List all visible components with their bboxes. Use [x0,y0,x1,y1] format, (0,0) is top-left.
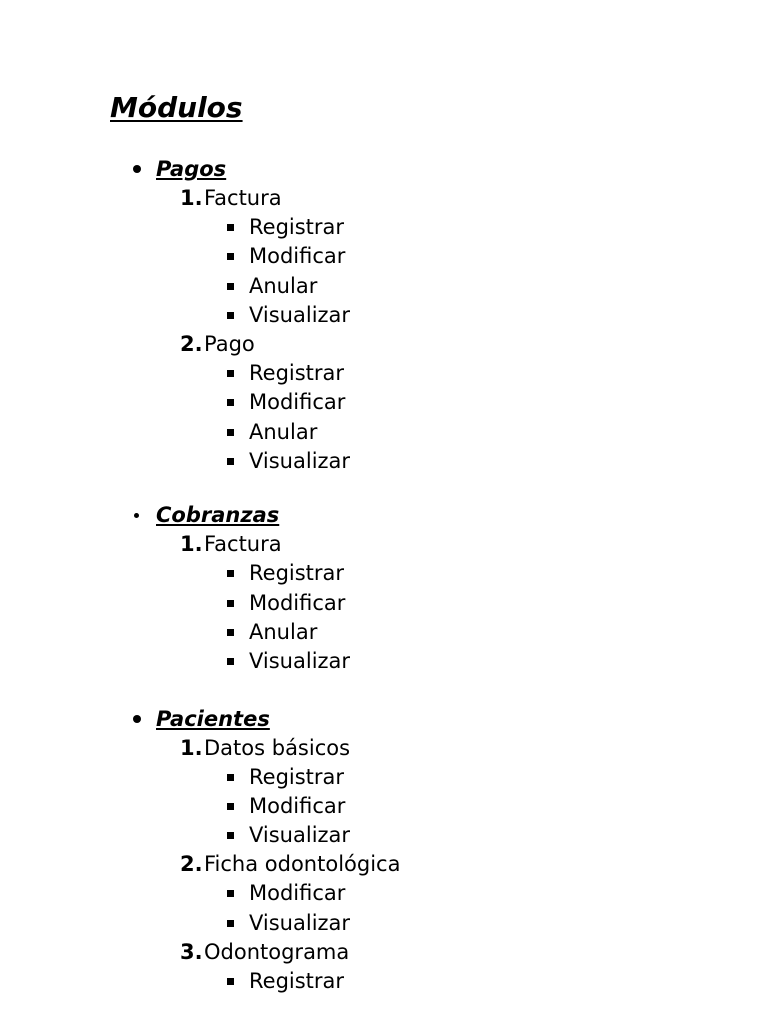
square-bullet-icon [227,224,234,231]
section-label: Odontograma [204,940,350,965]
section-item [0,530,768,676]
action-item [0,792,768,821]
action-label: Registrar [249,361,345,386]
action-item [0,559,768,588]
action-label: Anular [249,419,318,444]
module-heading [0,500,768,530]
section-heading [0,734,768,763]
module-heading [0,704,768,734]
module-label: Cobranzas [156,503,280,528]
module-heading [0,154,768,184]
action-label: Visualizar [249,649,351,674]
square-bullet-icon [227,920,234,927]
section-item [0,330,768,476]
section-number: 1. [180,186,203,210]
action-item [0,388,768,417]
section-list [0,184,768,476]
action-item [0,301,768,330]
action-label: Modificar [249,881,346,906]
section-label: Datos básicos [204,735,351,760]
section-label: Ficha odontológica [204,852,401,877]
section-heading [0,850,768,879]
section-number: 3. [180,940,203,965]
section-number: 1. [180,532,203,557]
square-bullet-icon [227,370,234,377]
square-bullet-icon [227,253,234,260]
square-bullet-icon [227,570,234,577]
section-heading [0,530,768,559]
square-bullet-icon [227,600,234,607]
square-bullet-icon [227,629,234,636]
action-list [0,559,768,676]
action-item [0,763,768,792]
square-bullet-icon [227,832,234,839]
section-list [0,734,768,997]
section-number: 2. [180,852,203,877]
action-item [0,647,768,676]
action-label: Modificar [249,390,346,415]
section-item [0,184,768,330]
action-label: Modificar [249,244,346,269]
section-label: Factura [204,186,282,210]
action-label: Registrar [249,215,345,239]
action-item [0,589,768,618]
action-item [0,909,768,938]
square-bullet-icon [227,399,234,406]
action-label: Visualizar [249,910,351,935]
square-bullet-icon [227,803,234,810]
square-bullet-icon [227,658,234,665]
square-bullet-icon [227,283,234,290]
action-label: Modificar [249,793,346,818]
bullet-icon [134,513,139,518]
section-number: 1. [180,735,203,760]
module-item-pacientes [0,704,768,997]
action-list [0,763,768,851]
bullet-icon [133,715,141,723]
module-list [0,154,768,996]
action-label: Visualizar [249,449,351,474]
action-label: Registrar [249,764,345,789]
action-label: Anular [249,273,318,298]
square-bullet-icon [227,312,234,319]
module-label: Pacientes [156,706,270,731]
action-item [0,242,768,271]
section-item [0,938,768,996]
action-label: Registrar [249,969,345,994]
square-bullet-icon [227,774,234,781]
page-title: Módulos [110,91,243,124]
square-bullet-icon [227,978,234,985]
action-label: Registrar [249,561,345,586]
action-item [0,967,768,996]
section-heading [0,938,768,967]
action-item [0,272,768,301]
square-bullet-icon [227,890,234,897]
section-number: 2. [180,332,203,357]
section-item [0,850,768,938]
bullet-icon [133,165,141,173]
action-list [0,967,768,996]
action-item [0,879,768,908]
action-item [0,618,768,647]
action-item [0,447,768,476]
action-item [0,418,768,447]
section-label: Pago [204,332,255,357]
action-label: Visualizar [249,302,351,327]
section-list [0,530,768,676]
action-label: Modificar [249,590,346,615]
action-item [0,821,768,850]
action-list [0,213,768,330]
action-item [0,213,768,242]
action-list [0,359,768,476]
action-item [0,359,768,388]
section-heading [0,184,768,213]
square-bullet-icon [227,429,234,436]
module-item-cobranzas [0,500,768,676]
section-heading [0,330,768,359]
module-label: Pagos [156,157,227,181]
action-label: Visualizar [249,823,351,848]
section-item [0,734,768,851]
module-item-pagos [0,154,768,476]
square-bullet-icon [227,458,234,465]
section-label: Factura [204,532,282,557]
action-list [0,879,768,938]
action-label: Anular [249,619,318,644]
